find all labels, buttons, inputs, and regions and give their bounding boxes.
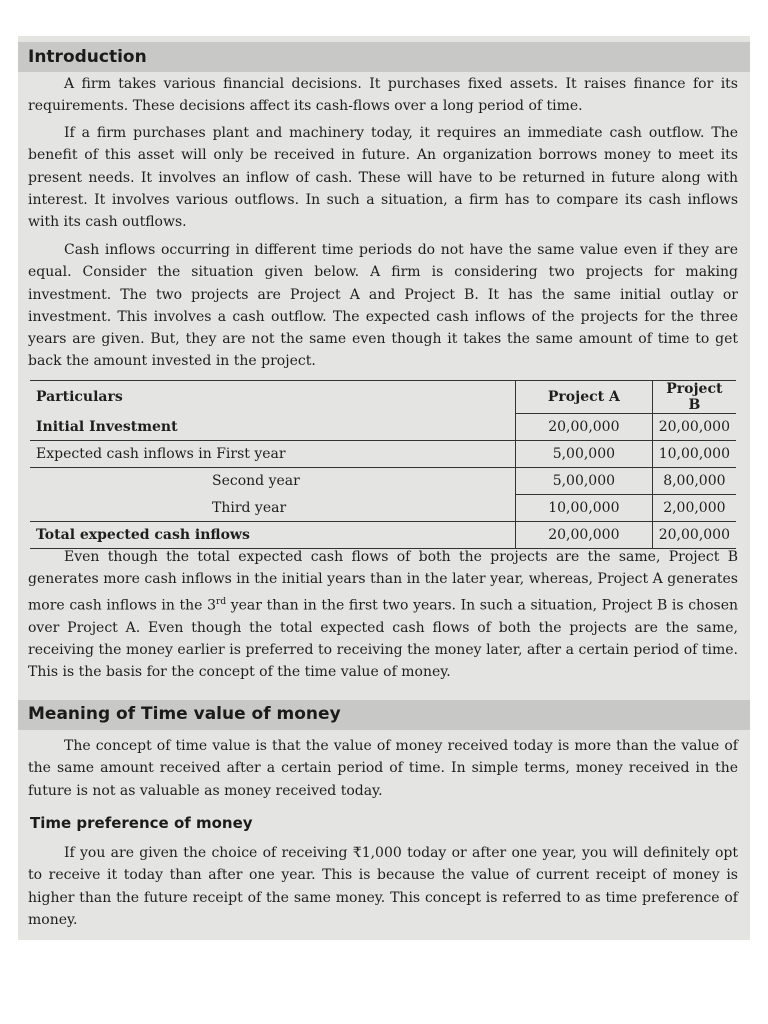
table-row: Third year 10,00,000 2,00,000	[30, 495, 736, 522]
header-particulars: Particulars	[30, 381, 516, 414]
cash-inflow-table	[30, 380, 736, 549]
intro-paragraph-3: Cash inflows occurring in different time periods do not have the same value even if they are equal. Consider the situation given below. A firm is considering two projects for making investment. The two projects are Project A and Project B. It has the same initial outlay or investment. This involves a cash outflow. The expected cash inflows of the projects for the three years are given. But, they are not the same even though it takes the same amount of time to get back the amount invested in the project.	[28, 242, 738, 370]
intro-paragraph-2: If a firm purchases plant and machinery today, it requires an immediate cash outflow. The benefit of this asset will only be received in future. An organization borrows money to meet its present needs. It involves an inflow of cash. These will have to be returned in future along with interest. It involves various outflows. In such a situation, a firm has to compare its cash inflows with its cash outflows.	[28, 125, 738, 231]
after-table-paragraph: Even though the total expected cash flows of both the projects are the same, Project B generates more cash inflows in the initial years than in the later year, whereas, Project A generates more cash inflows in the 3rd year than in the first two years. In such a situation, Project B is chosen over Project A. Even though the total expected cash flows of both the projects are the same, receiving the money earlier is preferred to receiving the money later, after a certain period of time. This is the basis for the concept of the time value of money.	[28, 549, 738, 681]
header-project-b: Project B	[652, 381, 736, 414]
table-row: Initial Investment 20,00,000 20,00,000	[30, 414, 736, 441]
table-header-row	[30, 381, 736, 414]
intro-paragraph-1: A firm takes various financial decisions. It purchases fixed assets. It raises finance for its requirements. These decisions affect its cash-flows over a long period of time.	[28, 76, 738, 115]
time-preference-heading: Time preference of money	[30, 814, 253, 832]
table-row: Second year 5,00,000 8,00,000	[30, 468, 736, 495]
meaning-heading: Meaning of Time value of money	[28, 704, 341, 724]
time-preference-paragraph: If you are given the choice of receiving ₹1,000 today or after one year, you will definitely opt to receive it today than after one year. This is because the value of current receipt of money is higher than the future receipt of the same money. This concept is referred to as time preference of money.	[28, 845, 738, 928]
header-project-a: Project A	[516, 381, 653, 414]
table-row: Expected cash inflows in First year 5,00,000 10,00,000	[30, 441, 736, 468]
meaning-paragraph: The concept of time value is that the value of money received today is more than the value of the same amount received after a certain period of time. In simple terms, money received in the future is not as valuable as money received today.	[28, 738, 738, 799]
introduction-heading: Introduction	[28, 47, 147, 67]
table-total-row: Total expected cash inflows 20,00,000 20,00,000	[30, 522, 736, 549]
textbook-page	[18, 36, 750, 940]
